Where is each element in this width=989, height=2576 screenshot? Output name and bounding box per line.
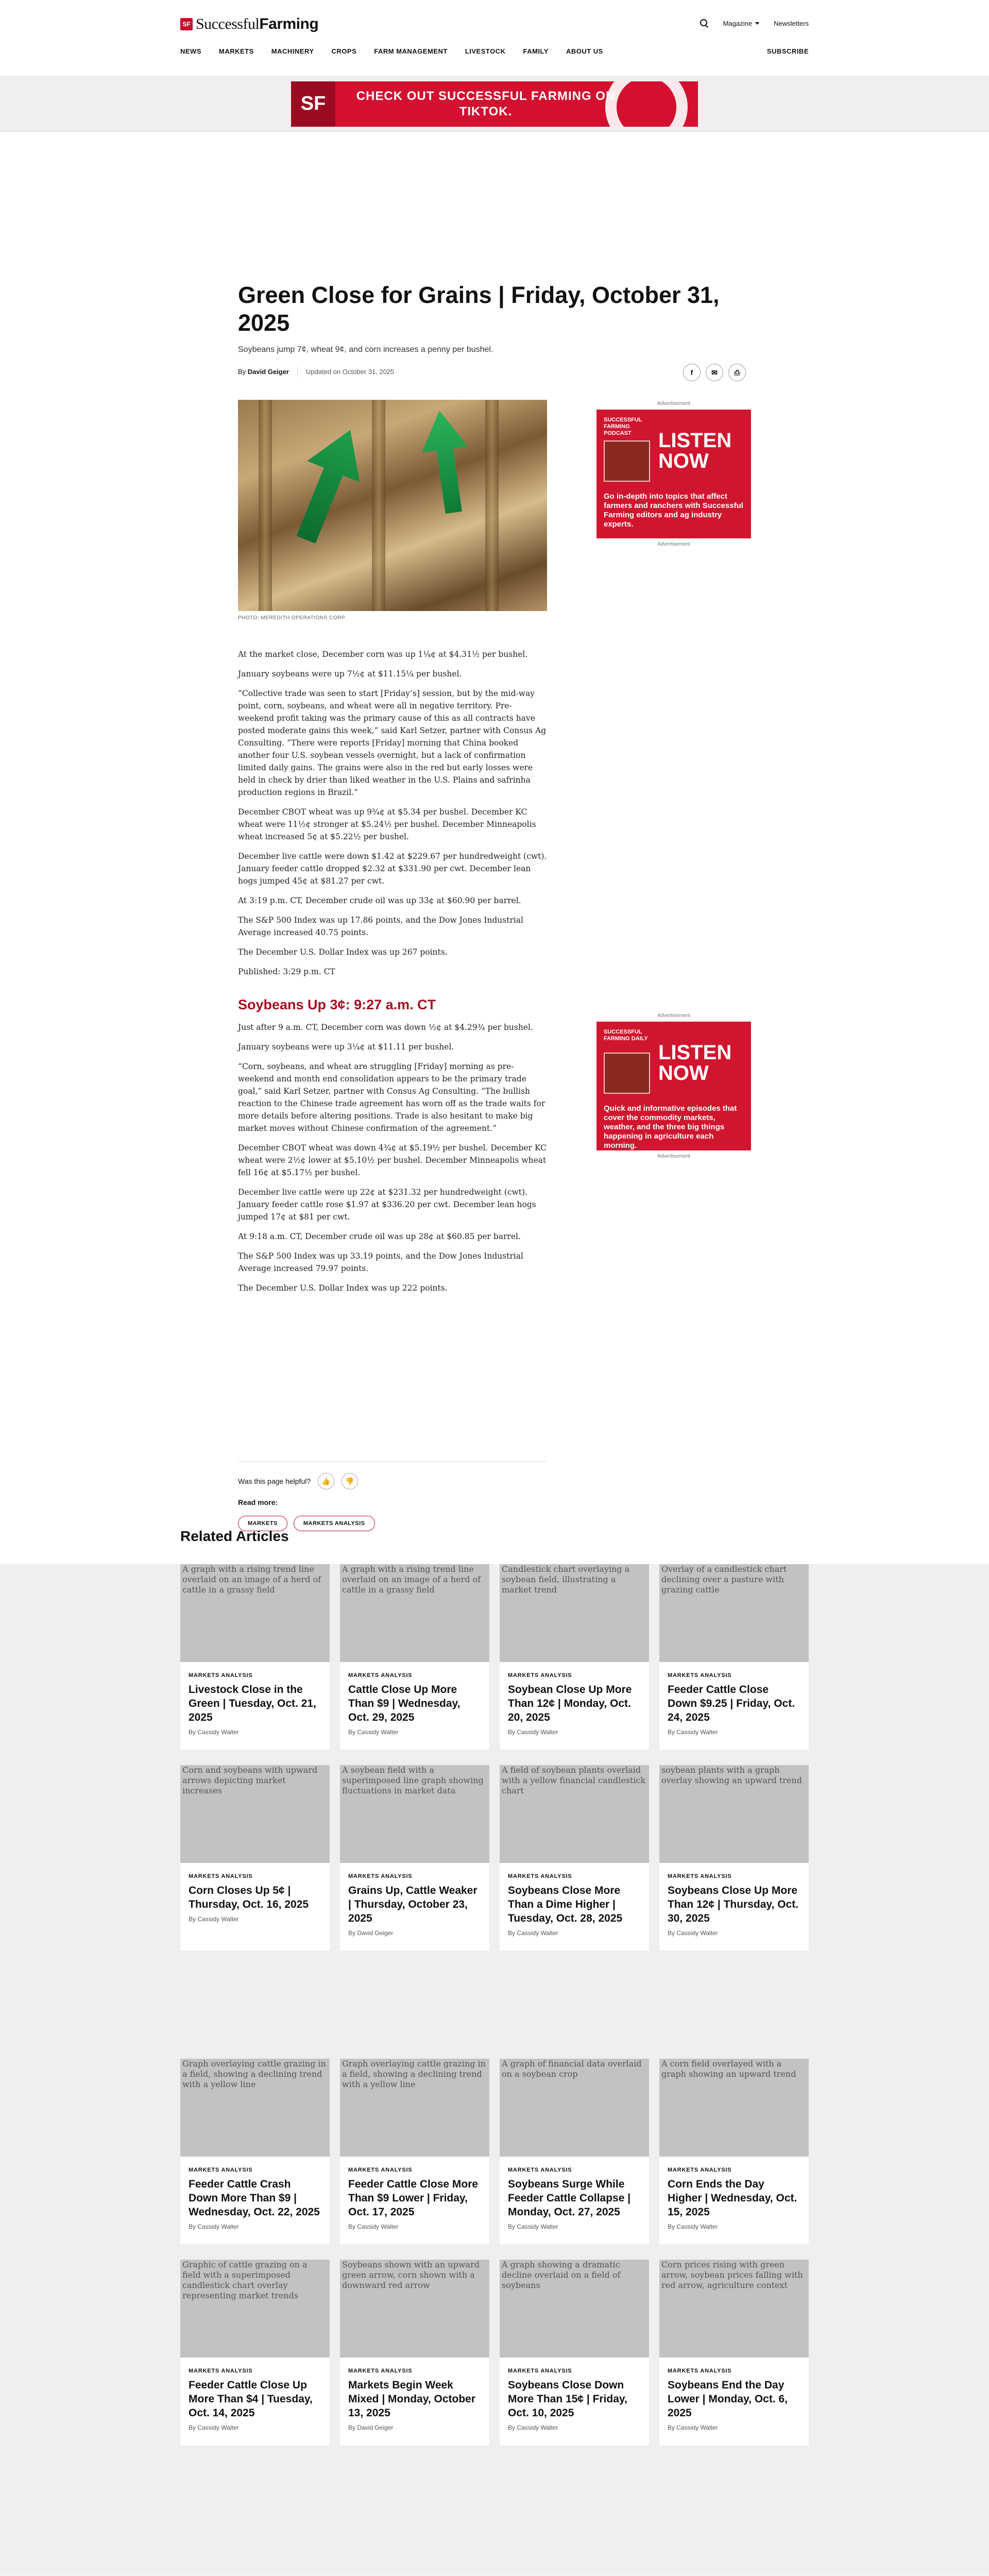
card-kicker: MARKETS ANALYSIS <box>508 1873 572 1879</box>
paragraph: December CBOT wheat was up 9¾¢ at $5.34 per bushel. December KC wheat were 11½¢ stronger at $5.24½ per bushel. December Minneapolis wheat increased 5¢ at $5.22½ per bushel. <box>238 807 536 841</box>
related-grid <box>180 2059 809 2445</box>
card-title: Soybean Close Up More Than 12¢ | Monday, Oct. 20, 2025 <box>508 1684 632 1723</box>
related-title: Related Articles <box>180 1528 289 1544</box>
card-byline: By Cassidy Walter <box>508 1929 558 1937</box>
author-link[interactable]: David Geiger <box>247 367 289 376</box>
paragraph: “Corn, soybeans, and wheat are struggling [Friday] morning as pre-weekend and month end consolidation appears to be the primary trade goal,” said Karl Setzer, partner with Consus Ag Consulting. “The bullish reaction to the Chinese trade agreement has worn off as the trade waits for more details before altering positions. Trade is also hesitant to make big market moves without Chinese confirmation of the agreement.” <box>238 1062 545 1133</box>
card-title: Soybeans Close Up More Than 12¢ | Thursday, Oct. 30, 2025 <box>668 1885 799 1924</box>
card-image: soybean plants with a graph overlay showing an upward trend <box>659 1765 809 1863</box>
card-kicker: MARKETS ANALYSIS <box>189 2368 253 2374</box>
card-byline: By Cassidy Walter <box>668 1929 718 1937</box>
ad-label: Advertisement <box>657 401 690 406</box>
up-arrow-icon <box>417 408 477 516</box>
card-byline: By Cassidy Walter <box>348 2223 399 2230</box>
up-arrow-icon <box>280 419 377 550</box>
card-title: Soybeans Close Down More Than 15¢ | Friday, Oct. 10, 2025 <box>508 2379 627 2419</box>
feedback-question: Was this page helpful? <box>238 1477 311 1485</box>
related-card[interactable] <box>340 1765 489 1951</box>
card-image: Corn prices rising with green arrow, soybean prices falling with red arrow, agriculture context <box>659 2260 809 2358</box>
card-title: Soybeans End the Day Lower | Monday, Oct. 6, 2025 <box>668 2379 788 2419</box>
nav-machinery[interactable]: MACHINERY <box>271 47 314 55</box>
paragraph: At 3:19 p.m. CT, December crude oil was up 33¢ at $60.90 per barrel. <box>238 896 521 905</box>
footer-background <box>0 2574 989 2576</box>
byline <box>238 367 394 376</box>
corn-stalk <box>259 400 272 611</box>
related-card[interactable] <box>659 2059 809 2244</box>
nav-farm-management[interactable]: FARM MANAGEMENT <box>374 47 448 55</box>
card-title: Livestock Close in the Green | Tuesday, Oct. 21, 2025 <box>189 1684 316 1723</box>
published-time: Published: 3:29 p.m. CT <box>238 967 335 976</box>
related-card[interactable] <box>659 1765 809 1951</box>
paragraph: The S&P 500 Index was up 17.86 points, and the Dow Jones Industrial Average increased 40.75 points. <box>238 916 524 937</box>
facebook-icon[interactable]: f <box>683 364 701 381</box>
promo-text: CHECK OUT SUCCESSFUL FARMING ON TIKTOK. <box>356 89 616 118</box>
article-subtitle: Soybeans jump 7¢, wheat 9¢, and corn increases a penny per bushel. <box>238 345 493 354</box>
promo-banner-area <box>0 76 989 132</box>
sidebar-ad <box>596 401 751 550</box>
card-kicker: MARKETS ANALYSIS <box>668 2368 732 2374</box>
related-card[interactable] <box>659 1564 809 1750</box>
ad-podcast-name: SUCCESSFUL FARMING PODCAST <box>604 417 642 436</box>
site-header <box>0 0 989 76</box>
related-articles <box>0 1523 989 2574</box>
ad-image <box>604 440 650 482</box>
tag-markets[interactable]: MARKETS <box>238 1516 287 1531</box>
card-kicker: MARKETS ANALYSIS <box>189 1873 253 1879</box>
related-card[interactable] <box>180 1564 330 1750</box>
ad-label: Advertisement <box>657 1013 690 1019</box>
tiktok-promo-banner[interactable] <box>291 81 698 127</box>
main-nav <box>180 47 809 55</box>
card-image: Candlestick chart overlaying a soybean field, illustrating a market trend <box>500 1564 649 1662</box>
card-kicker: MARKETS ANALYSIS <box>508 2368 572 2374</box>
card-byline: By Cassidy Walter <box>508 1728 558 1736</box>
paragraph: The December U.S. Dollar Index was up 222 points. <box>238 1283 448 1293</box>
card-kicker: MARKETS ANALYSIS <box>668 1873 732 1879</box>
card-kicker: MARKETS ANALYSIS <box>668 2167 732 2173</box>
site-logo[interactable] <box>180 15 318 33</box>
subscribe-link[interactable]: SUBSCRIBE <box>766 47 809 55</box>
section-heading: Soybeans Up 3¢: 9:27 a.m. CT <box>238 997 436 1012</box>
related-card[interactable] <box>500 2059 649 2244</box>
ad-label: Advertisement <box>657 1154 690 1159</box>
email-icon[interactable]: ✉ <box>706 364 723 381</box>
magazine-menu[interactable]: Magazine <box>723 20 759 27</box>
paragraph: January soybeans were up 7½¢ at $11.15¼ per bushel. <box>238 669 462 679</box>
card-title: Soybeans Surge While Feeder Cattle Collapse | Monday, Oct. 27, 2025 <box>508 2178 631 2218</box>
card-kicker: MARKETS ANALYSIS <box>348 1873 413 1879</box>
nav-news[interactable]: NEWS <box>180 47 201 55</box>
article-photo <box>238 400 547 611</box>
related-card[interactable] <box>180 1765 330 1951</box>
sidebar-ad <box>596 1013 751 1162</box>
card-title: Feeder Cattle Close Down $9.25 | Friday, Oct. 24, 2025 <box>668 1684 795 1723</box>
card-image: Overlay of a candlestick chart declining over a pasture with grazing cattle <box>659 1564 809 1662</box>
related-card[interactable] <box>500 1765 649 1951</box>
card-title: Feeder Cattle Close Up More Than $4 | Tuesday, Oct. 14, 2025 <box>189 2379 313 2419</box>
card-title: Markets Begin Week Mixed | Monday, October 13, 2025 <box>348 2379 476 2419</box>
card-title: Feeder Cattle Close More Than $9 Lower | Friday, Oct. 17, 2025 <box>348 2178 479 2218</box>
header-actions <box>700 19 809 28</box>
nav-livestock[interactable]: LIVESTOCK <box>465 47 506 55</box>
card-byline: By Cassidy Walter <box>508 2223 558 2230</box>
thumbs-down-icon[interactable]: 👎 <box>342 1473 358 1489</box>
card-title: Corn Closes Up 5¢ | Thursday, Oct. 16, 2025 <box>189 1885 309 1910</box>
paragraph: At the market close, December corn was up 1¼¢ at $4.31½ per bushel. <box>238 650 528 659</box>
card-kicker: MARKETS ANALYSIS <box>189 1672 253 1679</box>
nav-crops[interactable]: CROPS <box>331 47 357 55</box>
chevron-down-icon <box>755 22 759 25</box>
card-image: Graphic of cattle grazing on a field with a superimposed candlestick chart overlay representing market trends <box>180 2260 330 2358</box>
ad-podcast-name: SUCCESSFUL FARMING DAILY <box>604 1029 648 1042</box>
card-image: Graph overlaying cattle grazing in a field, showing a declining trend with a yellow line <box>180 2059 330 2157</box>
related-card[interactable] <box>180 2260 330 2445</box>
ad-description: Quick and informative episodes that cover the commodity markets, weather, and the three big things happening in agriculture each morning. <box>604 1104 737 1150</box>
ad-headline: LISTEN NOW <box>658 429 732 472</box>
paragraph: December live cattle were down $1.42 at $229.67 per hundredweight (cwt). January feeder cattle dropped $2.32 at $331.90 per cwt. December lean hogs jumped 45¢ at $81.27 per cwt. <box>238 852 547 886</box>
related-grid <box>180 1564 809 1951</box>
paragraph: The December U.S. Dollar Index was up 267 points. <box>238 947 448 957</box>
card-byline: By Cassidy Walter <box>668 1728 718 1736</box>
ad-label: Advertisement <box>657 541 690 547</box>
card-image: A corn field overlayed with a graph showing an upward trend <box>659 2059 809 2157</box>
tag-markets-analysis[interactable]: MARKETS ANALYSIS <box>294 1516 375 1531</box>
podcast-ad[interactable] <box>596 1022 751 1150</box>
author: By David Geiger <box>238 367 289 376</box>
related-card[interactable] <box>340 2260 489 2445</box>
ad-headline: LISTEN NOW <box>658 1041 732 1084</box>
card-kicker: MARKETS ANALYSIS <box>348 2167 413 2173</box>
ad-description: Go in-depth into topics that affect farmers and ranchers with Successful Farming editors and ag industry experts. <box>604 492 743 529</box>
card-byline: By David Geiger <box>348 1929 394 1937</box>
corn-stalk <box>485 400 499 611</box>
card-byline: By Cassidy Walter <box>508 2424 558 2431</box>
read-more-label: Read more: <box>238 1498 278 1506</box>
card-title: Feeder Cattle Crash Down More Than $9 | Wednesday, Oct. 22, 2025 <box>189 2178 320 2218</box>
paragraph: The S&P 500 Index was up 33.19 points, and the Dow Jones Industrial Average increased 79.97 points. <box>238 1251 524 1273</box>
card-byline: By Cassidy Walter <box>189 1916 239 1923</box>
related-card[interactable] <box>180 2059 330 2244</box>
thumbs-up-icon[interactable]: 👍 <box>318 1473 334 1489</box>
corn-stalk <box>372 400 385 611</box>
nav-markets[interactable]: MARKETS <box>219 47 254 55</box>
card-image: A field of soybean plants overlaid with a yellow financial candlestick chart <box>500 1765 649 1863</box>
card-image: Graph overlaying cattle grazing in a field, showing a declining trend with a yellow line <box>340 2059 489 2157</box>
card-image: A soybean field with a superimposed line graph showing fluctuations in market data <box>340 1765 489 1863</box>
feedback <box>238 1461 547 1489</box>
tiktok-icon <box>605 81 688 127</box>
paragraph: January soybeans were up 3¼¢ at $11.11 per bushel. <box>238 1042 454 1052</box>
newsletters-link[interactable]: Newsletters <box>774 19 809 27</box>
card-byline: By Cassidy Walter <box>668 2424 718 2431</box>
related-card[interactable] <box>500 2260 649 2445</box>
card-title: Cattle Close Up More Than $9 | Wednesday, Oct. 29, 2025 <box>348 1684 461 1723</box>
article-body <box>238 648 547 1301</box>
card-kicker: MARKETS ANALYSIS <box>668 1672 732 1679</box>
related-card[interactable] <box>340 2059 489 2244</box>
article <box>0 132 989 1527</box>
podcast-ad[interactable] <box>596 410 751 538</box>
paragraph: December CBOT wheat was down 4¾¢ at $5.19½ per bushel. December KC wheat were 2½¢ lower at $5.10½ per bushel. December Minneapolis wheat fell 16¢ at $5.17½ per bushel. <box>238 1143 547 1177</box>
card-kicker: MARKETS ANALYSIS <box>348 2368 413 2374</box>
related-card[interactable] <box>659 2260 809 2445</box>
card-image: A graph with a rising trend line overlaid on an image of a herd of cattle in a grassy field <box>340 1564 489 1662</box>
nav-about-us[interactable]: ABOUT US <box>566 47 603 55</box>
card-image: A graph of financial data overlaid on a soybean crop <box>500 2059 649 2157</box>
paragraph: December live cattle were up 22¢ at $231.32 per hundredweight (cwt). January feeder cattle rose $1.97 at $336.20 per cwt. December lean hogs jumped 17¢ at $81 per cwt. <box>238 1188 536 1222</box>
card-title: Corn Ends the Day Higher | Wednesday, Oct. 15, 2025 <box>668 2178 797 2218</box>
search-icon[interactable] <box>700 19 709 28</box>
card-byline: By Cassidy Walter <box>189 2424 239 2431</box>
card-image: Corn and soybeans with upward arrows depicting market increases <box>180 1765 330 1863</box>
card-kicker: MARKETS ANALYSIS <box>189 2167 253 2173</box>
print-icon[interactable]: ⎙ <box>728 364 746 381</box>
paragraph: At 9:18 a.m. CT, December crude oil was up 28¢ at $60.85 per barrel. <box>238 1232 521 1241</box>
card-image: A graph showing a dramatic decline overlaid on a field of soybeans <box>500 2260 649 2358</box>
ad-image <box>604 1053 650 1094</box>
paragraph: Just after 9 a.m. CT, December corn was down ½¢ at $4.29¾ per bushel. <box>238 1023 533 1032</box>
site-footer <box>0 2574 989 2576</box>
card-image: Soybeans shown with an upward green arrow, corn shown with a downward red arrow <box>340 2260 489 2358</box>
share-buttons <box>683 364 746 381</box>
card-byline: By Cassidy Walter <box>189 2223 239 2230</box>
card-kicker: MARKETS ANALYSIS <box>508 2167 572 2173</box>
article-title: Green Close for Grains | Friday, October 31, 2025 <box>238 282 720 336</box>
card-byline: By David Geiger <box>348 2424 394 2431</box>
byline-divider <box>297 367 298 376</box>
related-card[interactable] <box>340 1564 489 1750</box>
card-byline: By Cassidy Walter <box>189 1728 239 1736</box>
logo-text: SuccessfulFarming <box>196 15 319 32</box>
card-kicker: MARKETS ANALYSIS <box>508 1672 572 1679</box>
updated-date: Updated on October 31, 2025 <box>306 367 395 376</box>
promo-logo: SF <box>291 81 335 127</box>
photo-caption: PHOTO: MEREDITH OPERATIONS CORP. <box>238 615 346 621</box>
related-card[interactable] <box>500 1564 649 1750</box>
card-image: A graph with a rising trend line overlaid on an image of a herd of cattle in a grassy field <box>180 1564 330 1662</box>
card-title: Grains Up, Cattle Weaker | Thursday, October 23, 2025 <box>348 1885 478 1924</box>
card-title: Soybeans Close More Than a Dime Higher | Tuesday, Oct. 28, 2025 <box>508 1885 623 1924</box>
card-byline: By Cassidy Walter <box>668 2223 718 2230</box>
paragraph: “Collective trade was seen to start [Friday’s] session, but by the mid-way point, corn, soybeans, and wheat were all in negative territory. Pre-weekend profit taking was the primary cause of this as all contracts have posted moderate gains this week,” said Karl Setzer, partner with Consus Ag Consulting. “There were reports [Friday] morning that China booked another four U.S. soybean vessels overnight, but a lack of confirmation limited daily gains. The grains were also in the red but early losses were held in check by drier than liked weather in the U.S. Plains and safrinha production regions in Brazil.” <box>238 689 547 797</box>
logo-mark: SF <box>180 18 193 30</box>
card-kicker: MARKETS ANALYSIS <box>348 1672 413 1679</box>
card-byline: By Cassidy Walter <box>348 1728 399 1736</box>
nav-family[interactable]: FAMILY <box>523 47 549 55</box>
